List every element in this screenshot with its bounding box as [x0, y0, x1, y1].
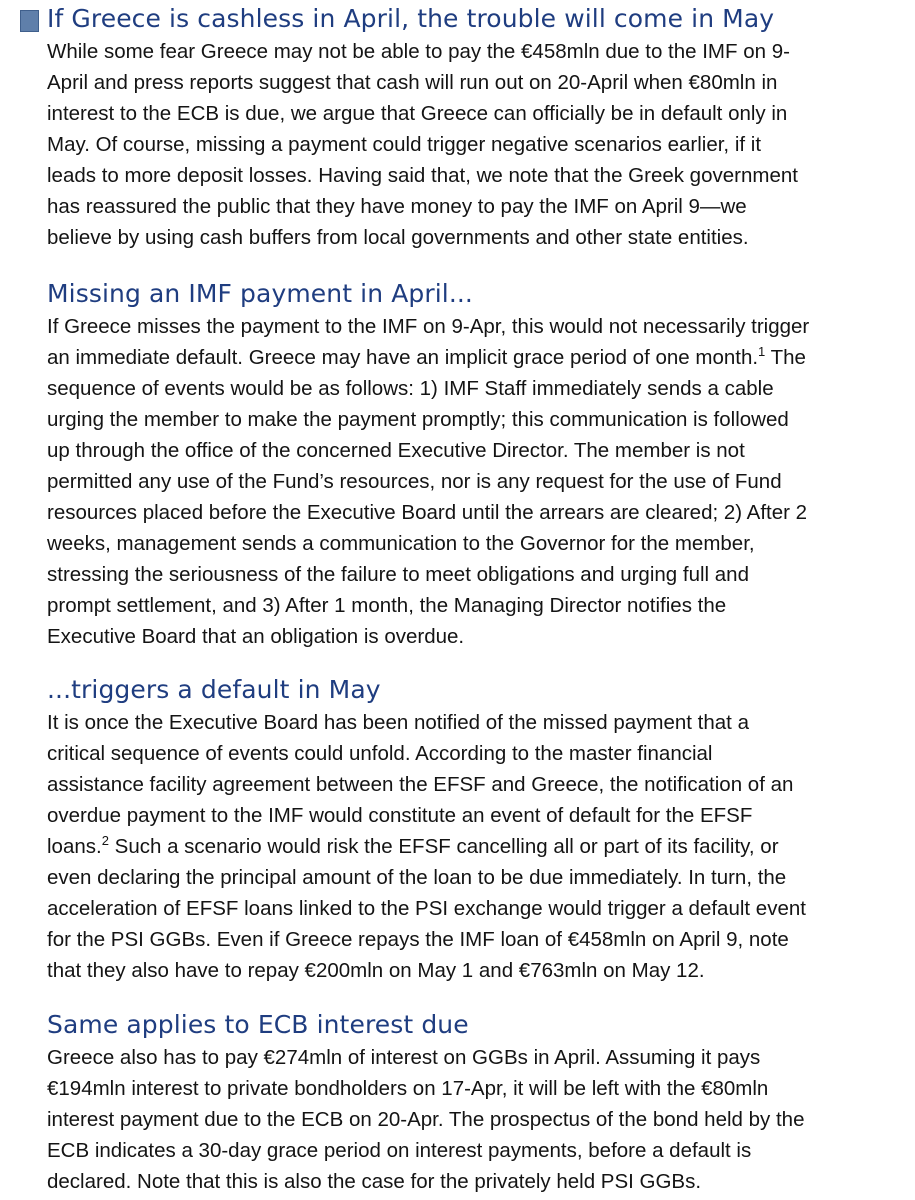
section-triggers-default: [0, 673, 915, 982]
section-body: [47, 36, 915, 253]
text-line: If Greece misses the payment to the IMF on 9-Apr, this would not necessarily trigger: [47, 315, 810, 338]
text-line: May. Of course, missing a payment could trigger negative scenarios earlier, if it: [47, 133, 762, 156]
text-line: assistance facility agreement between the EFSF and Greece, the notification of an: [47, 773, 794, 796]
text-line: that they also have to repay €200mln on May 1 and €763mln on May 12.: [47, 959, 705, 982]
text-line: sequence of events would be as follows: 1) IMF Staff immediately sends a cable: [47, 377, 774, 400]
text-fragment: Such a scenario would risk the EFSF cancelling all or part of its facility, or: [108, 835, 779, 858]
section-heading-row: [0, 2, 915, 36]
text-line: April and press reports suggest that cash will run out on 20-April when €80mln in: [47, 71, 778, 94]
text-line: stressing the seriousness of the failure to meet obligations and urging full and: [47, 563, 749, 586]
text-line: interest payment due to the ECB on 20-Apr. The prospectus of the bond held by the: [47, 1108, 805, 1131]
section-cashless-april: [0, 2, 915, 249]
section-body: [47, 1042, 915, 1197]
text-line: While some fear Greece may not be able to pay the €458mln due to the IMF on 9-: [47, 40, 790, 63]
text-line: resources placed before the Executive Board until the arrears are cleared; 2) After 2: [47, 501, 808, 524]
text-fragment: The: [765, 346, 806, 369]
text-line: declared. Note that this is also the case for the privately held PSI GGBs.: [47, 1170, 702, 1193]
square-bullet-icon: [20, 10, 39, 32]
text-line: Executive Board that an obligation is overdue.: [47, 625, 465, 648]
section-ecb-interest: [0, 1008, 915, 1193]
text-line: interest to the ECB is due, we argue that Greece can officially be in default only in: [47, 102, 788, 125]
footnote-marker: 1: [758, 344, 766, 359]
text-line: Greece also has to pay €274mln of interest on GGBs in April. Assuming it pays: [47, 1046, 761, 1069]
text-line: up through the office of the concerned Executive Director. The member is not: [47, 439, 745, 462]
section-heading-row: [0, 673, 915, 707]
text-line: for the PSI GGBs. Even if Greece repays the IMF loan of €458mln on April 9, note: [47, 928, 789, 951]
text-fragment: loans.: [47, 835, 102, 858]
text-line: weeks, management sends a communication to the Governor for the member,: [47, 532, 755, 555]
section-body: [47, 707, 915, 986]
section-heading: If Greece is cashless in April, the trouble will come in May: [47, 4, 775, 33]
text-line: prompt settlement, and 3) After 1 month, the Managing Director notifies the: [47, 594, 727, 617]
text-line-with-footnote: [47, 342, 915, 373]
section-heading: ...triggers a default in May: [47, 675, 381, 704]
text-line: has reassured the public that they have money to pay the IMF on April 9—we: [47, 195, 747, 218]
text-line: ECB indicates a 30-day grace period on interest payments, before a default is: [47, 1139, 752, 1162]
text-line: permitted any use of the Fund’s resources, nor is any request for the use of Fund: [47, 470, 782, 493]
section-body: [47, 311, 915, 652]
text-fragment: an immediate default. Greece may have an implicit grace period of one month.: [47, 346, 759, 369]
footnote-marker: 2: [101, 833, 109, 848]
text-line: urging the member to make the payment promptly; this communication is followed: [47, 408, 789, 431]
text-line: believe by using cash buffers from local governments and other state entities.: [47, 226, 749, 249]
text-line: even declaring the principal amount of the loan to be due immediately. In turn, the: [47, 866, 787, 889]
section-missing-imf-payment: [0, 277, 915, 648]
text-line: critical sequence of events could unfold. According to the master financial: [47, 742, 713, 765]
text-line: overdue payment to the IMF would constitute an event of default for the EFSF: [47, 804, 753, 827]
section-heading: Same applies to ECB interest due: [47, 1010, 469, 1039]
text-line: €194mln interest to private bondholders on 17-Apr, it will be left with the €80mln: [47, 1077, 769, 1100]
section-heading-row: [0, 277, 915, 311]
section-heading-row: [0, 1008, 915, 1042]
text-line-with-footnote: [47, 831, 915, 862]
text-line: leads to more deposit losses. Having said that, we note that the Greek government: [47, 164, 798, 187]
text-line: It is once the Executive Board has been notified of the missed payment that a: [47, 711, 749, 734]
section-heading: Missing an IMF payment in April...: [47, 279, 473, 308]
text-line: acceleration of EFSF loans linked to the PSI exchange would trigger a default event: [47, 897, 806, 920]
